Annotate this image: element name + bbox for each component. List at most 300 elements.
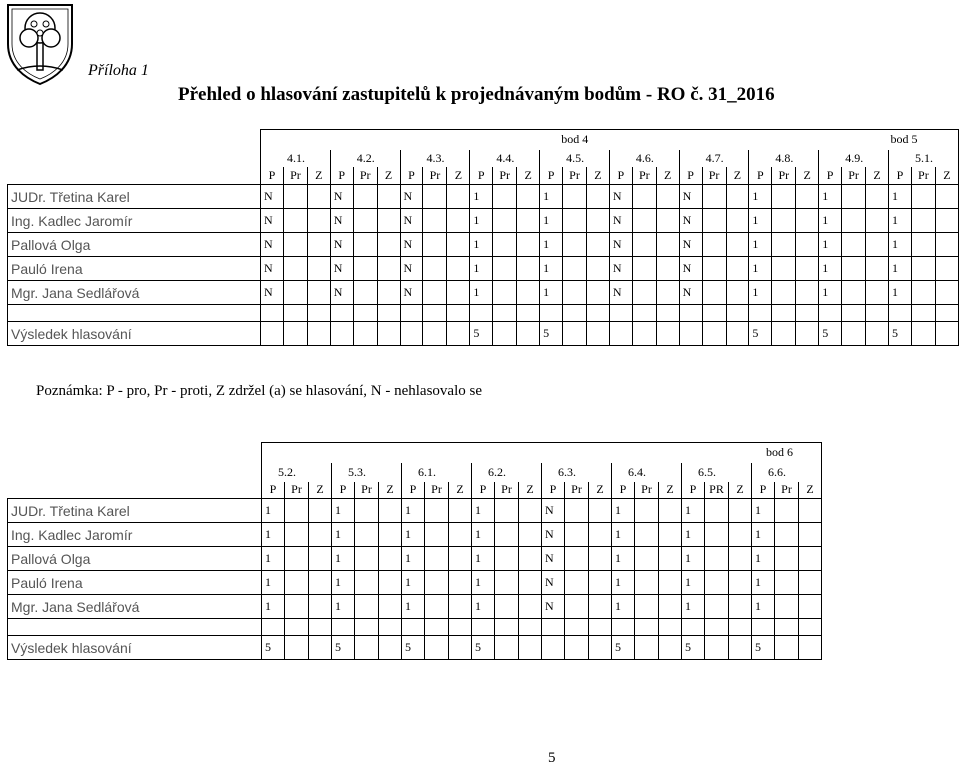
empty-cell bbox=[309, 523, 332, 547]
empty-cell bbox=[447, 257, 470, 281]
empty-cell bbox=[425, 619, 449, 636]
vote-cell: N bbox=[330, 257, 353, 281]
empty-cell bbox=[866, 185, 889, 209]
vote-cell: 1 bbox=[470, 233, 493, 257]
vote-cell: N bbox=[261, 257, 284, 281]
empty-cell bbox=[423, 257, 447, 281]
vote-cell: N bbox=[330, 281, 353, 305]
vote-option-proti: Pr bbox=[772, 167, 796, 185]
vote-cell: 1 bbox=[470, 185, 493, 209]
vote-cell: 1 bbox=[540, 257, 563, 281]
vote-option-pro: P bbox=[330, 167, 353, 185]
empty-cell bbox=[493, 185, 517, 209]
empty-cell bbox=[775, 523, 799, 547]
empty-cell bbox=[309, 595, 332, 619]
empty-cell bbox=[542, 619, 565, 636]
empty-cell bbox=[565, 619, 589, 636]
empty-cell bbox=[729, 636, 752, 660]
item-number: 6.1. bbox=[402, 463, 472, 482]
empty-cell bbox=[565, 595, 589, 619]
empty-cell bbox=[589, 595, 612, 619]
vote-cell: 1 bbox=[262, 571, 285, 595]
empty-cell bbox=[449, 619, 472, 636]
empty-cell bbox=[729, 523, 752, 547]
empty-cell bbox=[656, 233, 679, 257]
vote-cell: 1 bbox=[888, 185, 911, 209]
vote-cell: N bbox=[542, 523, 565, 547]
vote-option-zdrzel: Z bbox=[729, 482, 752, 499]
result-cell: 5 bbox=[749, 322, 772, 346]
empty-cell bbox=[702, 209, 726, 233]
group-header-empty bbox=[262, 443, 402, 463]
item-number: 6.2. bbox=[472, 463, 542, 482]
vote-option-zdrzel: Z bbox=[379, 482, 402, 499]
vote-cell: 1 bbox=[888, 281, 911, 305]
member-name: JUDr. Třetina Karel bbox=[8, 499, 262, 523]
blank-cell bbox=[8, 167, 261, 185]
empty-cell bbox=[379, 571, 402, 595]
vote-option-zdrzel: Z bbox=[519, 482, 542, 499]
vote-cell: N bbox=[609, 281, 632, 305]
empty-cell bbox=[799, 619, 822, 636]
empty-cell bbox=[307, 185, 330, 209]
empty-cell bbox=[285, 523, 309, 547]
empty-cell bbox=[283, 233, 307, 257]
empty-cell bbox=[866, 233, 889, 257]
vote-option-pro: P bbox=[679, 167, 702, 185]
empty-cell bbox=[355, 571, 379, 595]
result-cell bbox=[330, 322, 353, 346]
empty-cell bbox=[493, 281, 517, 305]
vote-option-proti: Pr bbox=[425, 482, 449, 499]
vote-option-pro: P bbox=[332, 482, 355, 499]
group-label-bod5: bod 5 bbox=[888, 130, 958, 150]
empty-cell bbox=[517, 322, 540, 346]
empty-cell bbox=[379, 595, 402, 619]
empty-cell bbox=[656, 257, 679, 281]
empty-cell bbox=[729, 571, 752, 595]
item-number: 5.1. bbox=[888, 150, 958, 167]
empty-cell bbox=[563, 257, 587, 281]
empty-cell bbox=[911, 233, 935, 257]
empty-cell bbox=[589, 523, 612, 547]
empty-cell bbox=[423, 209, 447, 233]
empty-cell bbox=[842, 233, 866, 257]
empty-cell bbox=[493, 233, 517, 257]
empty-cell bbox=[519, 547, 542, 571]
empty-cell bbox=[309, 547, 332, 571]
empty-cell bbox=[656, 322, 679, 346]
empty-cell bbox=[796, 233, 819, 257]
empty-cell bbox=[377, 305, 400, 322]
item-number: 4.4. bbox=[470, 150, 540, 167]
vote-cell: N bbox=[542, 595, 565, 619]
empty-cell bbox=[772, 281, 796, 305]
empty-cell bbox=[796, 281, 819, 305]
empty-cell bbox=[612, 619, 635, 636]
vote-option-pro: P bbox=[400, 167, 423, 185]
document-title: Přehled o hlasování zastupitelů k projednávaným bodům - RO č. 31_2016 bbox=[178, 84, 775, 105]
empty-cell bbox=[702, 305, 726, 322]
empty-cell bbox=[307, 281, 330, 305]
empty-cell bbox=[355, 636, 379, 660]
empty-cell bbox=[423, 305, 447, 322]
vote-option-proti: Pr bbox=[565, 482, 589, 499]
empty-cell bbox=[842, 209, 866, 233]
empty-cell bbox=[519, 636, 542, 660]
empty-cell bbox=[283, 185, 307, 209]
empty-cell bbox=[330, 305, 353, 322]
vote-cell: 1 bbox=[540, 281, 563, 305]
empty-cell bbox=[772, 233, 796, 257]
empty-cell bbox=[309, 619, 332, 636]
vote-cell: 1 bbox=[402, 547, 425, 571]
empty-cell bbox=[379, 523, 402, 547]
vote-cell: 1 bbox=[332, 595, 355, 619]
vote-cell: 1 bbox=[752, 571, 775, 595]
empty-cell bbox=[705, 636, 729, 660]
empty-cell bbox=[586, 281, 609, 305]
empty-cell bbox=[493, 305, 517, 322]
empty-cell bbox=[495, 619, 519, 636]
vote-cell: 1 bbox=[262, 523, 285, 547]
item-number: 5.2. bbox=[262, 463, 332, 482]
result-cell: 5 bbox=[332, 636, 355, 660]
empty-cell bbox=[563, 281, 587, 305]
empty-cell bbox=[635, 499, 659, 523]
empty-cell bbox=[935, 233, 958, 257]
vote-cell: N bbox=[261, 185, 284, 209]
vote-option-zdrzel: Z bbox=[449, 482, 472, 499]
item-number: 4.5. bbox=[540, 150, 610, 167]
vote-option-pro: P bbox=[402, 482, 425, 499]
empty-cell bbox=[447, 322, 470, 346]
vote-option-pro: P bbox=[262, 482, 285, 499]
vote-cell: 1 bbox=[819, 233, 842, 257]
empty-cell bbox=[772, 209, 796, 233]
empty-cell bbox=[702, 257, 726, 281]
empty-cell bbox=[423, 322, 447, 346]
empty-cell bbox=[659, 499, 682, 523]
empty-cell bbox=[775, 636, 799, 660]
empty-cell bbox=[705, 595, 729, 619]
item-number: 4.8. bbox=[749, 150, 819, 167]
item-number: 4.3. bbox=[400, 150, 470, 167]
empty-cell bbox=[379, 636, 402, 660]
result-cell: 5 bbox=[402, 636, 425, 660]
vote-cell: N bbox=[330, 209, 353, 233]
empty-cell bbox=[679, 305, 702, 322]
empty-cell bbox=[449, 595, 472, 619]
empty-cell bbox=[586, 257, 609, 281]
result-cell bbox=[679, 322, 702, 346]
empty-cell bbox=[565, 523, 589, 547]
empty-cell bbox=[493, 257, 517, 281]
empty-cell bbox=[283, 281, 307, 305]
empty-cell bbox=[449, 636, 472, 660]
vote-option-zdrzel: Z bbox=[659, 482, 682, 499]
empty-cell bbox=[726, 185, 749, 209]
vote-option-proti: Pr bbox=[355, 482, 379, 499]
empty-cell bbox=[729, 499, 752, 523]
empty-cell bbox=[935, 185, 958, 209]
empty-cell bbox=[353, 209, 377, 233]
result-cell bbox=[261, 322, 284, 346]
empty-cell bbox=[659, 571, 682, 595]
empty-cell bbox=[285, 619, 309, 636]
vote-option-proti: Pr bbox=[353, 167, 377, 185]
empty-cell bbox=[656, 185, 679, 209]
empty-cell bbox=[702, 281, 726, 305]
vote-cell: 1 bbox=[472, 547, 495, 571]
empty-cell bbox=[495, 595, 519, 619]
item-number: 6.6. bbox=[752, 463, 822, 482]
empty-cell bbox=[565, 499, 589, 523]
empty-cell bbox=[772, 257, 796, 281]
empty-cell bbox=[447, 209, 470, 233]
empty-cell bbox=[425, 523, 449, 547]
group-label-bod4: bod 4 bbox=[261, 130, 889, 150]
vote-cell: 1 bbox=[472, 571, 495, 595]
empty-cell bbox=[353, 322, 377, 346]
vote-cell: 1 bbox=[749, 281, 772, 305]
empty-cell bbox=[517, 305, 540, 322]
result-cell: 5 bbox=[472, 636, 495, 660]
empty-cell bbox=[495, 636, 519, 660]
empty-cell bbox=[586, 305, 609, 322]
vote-cell: 1 bbox=[752, 547, 775, 571]
empty-cell bbox=[353, 257, 377, 281]
member-name: Ing. Kadlec Jaromír bbox=[8, 209, 261, 233]
empty-cell bbox=[796, 257, 819, 281]
empty-cell bbox=[656, 305, 679, 322]
vote-cell: N bbox=[261, 281, 284, 305]
vote-cell: 1 bbox=[402, 595, 425, 619]
empty-cell bbox=[911, 185, 935, 209]
result-cell: 5 bbox=[888, 322, 911, 346]
vote-cell: N bbox=[400, 281, 423, 305]
vote-cell: 1 bbox=[752, 523, 775, 547]
vote-option-zdrzel: Z bbox=[935, 167, 958, 185]
empty-cell bbox=[911, 209, 935, 233]
empty-cell bbox=[749, 305, 772, 322]
vote-option-proti: Pr bbox=[285, 482, 309, 499]
empty-cell bbox=[261, 305, 284, 322]
vote-option-zdrzel: Z bbox=[656, 167, 679, 185]
vote-cell: 1 bbox=[819, 209, 842, 233]
vote-option-pro: P bbox=[749, 167, 772, 185]
empty-cell bbox=[332, 619, 355, 636]
empty-cell bbox=[449, 547, 472, 571]
empty-cell bbox=[447, 233, 470, 257]
result-cell: 5 bbox=[540, 322, 563, 346]
vote-option-zdrzel: Z bbox=[447, 167, 470, 185]
vote-option-proti: Pr bbox=[911, 167, 935, 185]
empty-cell bbox=[379, 619, 402, 636]
vote-option-proti: Pr bbox=[495, 482, 519, 499]
vote-cell: 1 bbox=[332, 499, 355, 523]
vote-cell: 1 bbox=[402, 523, 425, 547]
empty-cell bbox=[353, 281, 377, 305]
empty-cell bbox=[379, 547, 402, 571]
vote-cell: 1 bbox=[472, 523, 495, 547]
vote-cell: 1 bbox=[682, 547, 705, 571]
vote-option-proti: Pr bbox=[635, 482, 659, 499]
empty-cell bbox=[726, 233, 749, 257]
vote-cell: 1 bbox=[470, 281, 493, 305]
empty-cell bbox=[656, 209, 679, 233]
empty-cell bbox=[911, 257, 935, 281]
empty-cell bbox=[563, 209, 587, 233]
empty-cell bbox=[911, 281, 935, 305]
empty-cell bbox=[729, 547, 752, 571]
vote-option-proti: Pr bbox=[493, 167, 517, 185]
vote-option-pro: P bbox=[682, 482, 705, 499]
empty-cell bbox=[307, 322, 330, 346]
empty-cell bbox=[799, 547, 822, 571]
empty-cell bbox=[495, 523, 519, 547]
empty-cell bbox=[635, 636, 659, 660]
empty-cell bbox=[659, 523, 682, 547]
empty-cell bbox=[799, 636, 822, 660]
empty-cell bbox=[377, 281, 400, 305]
empty-cell bbox=[307, 305, 330, 322]
empty-cell bbox=[799, 499, 822, 523]
vote-cell: N bbox=[542, 571, 565, 595]
item-number: 6.3. bbox=[542, 463, 612, 482]
vote-cell: 1 bbox=[262, 595, 285, 619]
member-name: JUDr. Třetina Karel bbox=[8, 185, 261, 209]
empty-cell bbox=[307, 257, 330, 281]
empty-cell bbox=[682, 619, 705, 636]
vote-cell: N bbox=[542, 547, 565, 571]
result-cell bbox=[542, 636, 565, 660]
empty-cell bbox=[632, 233, 656, 257]
result-label: Výsledek hlasování bbox=[8, 322, 261, 346]
empty-cell bbox=[495, 499, 519, 523]
blank-cell bbox=[8, 482, 262, 499]
vote-cell: 1 bbox=[470, 209, 493, 233]
empty-cell bbox=[799, 595, 822, 619]
empty-cell bbox=[425, 595, 449, 619]
vote-cell: N bbox=[400, 257, 423, 281]
member-name: Pallová Olga bbox=[8, 233, 261, 257]
vote-option-proti: Pr bbox=[842, 167, 866, 185]
vote-option-pro: P bbox=[470, 167, 493, 185]
member-name: Pallová Olga bbox=[8, 547, 262, 571]
member-name: Ing. Kadlec Jaromír bbox=[8, 523, 262, 547]
empty-cell bbox=[517, 185, 540, 209]
result-cell: 5 bbox=[612, 636, 635, 660]
vote-cell: 1 bbox=[749, 233, 772, 257]
empty-cell bbox=[355, 595, 379, 619]
vote-cell: N bbox=[609, 185, 632, 209]
vote-cell: 1 bbox=[262, 499, 285, 523]
vote-cell: 1 bbox=[332, 547, 355, 571]
empty-cell bbox=[726, 322, 749, 346]
empty-cell bbox=[635, 619, 659, 636]
empty-cell bbox=[519, 619, 542, 636]
result-cell bbox=[400, 322, 423, 346]
empty-cell bbox=[519, 499, 542, 523]
empty-cell bbox=[423, 281, 447, 305]
empty-cell bbox=[283, 257, 307, 281]
blank-cell bbox=[8, 150, 261, 167]
vote-cell: N bbox=[400, 209, 423, 233]
vote-option-zdrzel: Z bbox=[307, 167, 330, 185]
vote-cell: N bbox=[609, 209, 632, 233]
item-number: 6.5. bbox=[682, 463, 752, 482]
empty-cell bbox=[799, 571, 822, 595]
empty-cell bbox=[726, 209, 749, 233]
empty-cell bbox=[586, 209, 609, 233]
empty-cell bbox=[866, 257, 889, 281]
voting-table-2 bbox=[7, 442, 822, 660]
empty-cell bbox=[799, 523, 822, 547]
empty-cell bbox=[726, 305, 749, 322]
empty-cell bbox=[659, 636, 682, 660]
empty-cell bbox=[775, 571, 799, 595]
empty-cell bbox=[866, 305, 889, 322]
vote-option-pro: P bbox=[609, 167, 632, 185]
vote-cell: 1 bbox=[888, 233, 911, 257]
legend-note: Poznámka: P - pro, Pr - proti, Z zdržel (a) se hlasování, N - nehlasovalo se bbox=[36, 383, 482, 399]
vote-cell: N bbox=[679, 257, 702, 281]
empty-cell bbox=[775, 619, 799, 636]
empty-cell bbox=[729, 595, 752, 619]
empty-cell bbox=[586, 233, 609, 257]
empty-cell bbox=[796, 209, 819, 233]
vote-cell: N bbox=[609, 257, 632, 281]
vote-cell: 1 bbox=[262, 547, 285, 571]
empty-cell bbox=[565, 547, 589, 571]
empty-cell bbox=[353, 233, 377, 257]
vote-option-proti: Pr bbox=[423, 167, 447, 185]
vote-option-proti: Pr bbox=[632, 167, 656, 185]
blank-cell bbox=[8, 443, 262, 463]
vote-cell: 1 bbox=[402, 499, 425, 523]
empty-cell bbox=[775, 595, 799, 619]
vote-cell: N bbox=[679, 233, 702, 257]
empty-cell bbox=[285, 571, 309, 595]
empty-cell bbox=[752, 619, 775, 636]
empty-cell bbox=[632, 209, 656, 233]
vote-cell: 1 bbox=[472, 595, 495, 619]
vote-option-pro: P bbox=[752, 482, 775, 499]
empty-cell bbox=[377, 185, 400, 209]
page-number: 5 bbox=[548, 750, 556, 766]
empty-cell bbox=[355, 499, 379, 523]
vote-option-pro: P bbox=[612, 482, 635, 499]
vote-cell: 1 bbox=[888, 257, 911, 281]
vote-cell: N bbox=[542, 499, 565, 523]
empty-cell bbox=[635, 523, 659, 547]
vote-option-proti: Pr bbox=[283, 167, 307, 185]
empty-cell bbox=[309, 636, 332, 660]
empty-cell bbox=[517, 233, 540, 257]
vote-cell: 1 bbox=[540, 233, 563, 257]
vote-cell: N bbox=[261, 233, 284, 257]
blank-cell bbox=[8, 619, 262, 636]
empty-cell bbox=[517, 209, 540, 233]
empty-cell bbox=[262, 619, 285, 636]
empty-cell bbox=[702, 233, 726, 257]
empty-cell bbox=[911, 305, 935, 322]
vote-cell: 1 bbox=[612, 499, 635, 523]
blank-cell bbox=[8, 463, 262, 482]
empty-cell bbox=[866, 209, 889, 233]
vote-cell: 1 bbox=[752, 595, 775, 619]
